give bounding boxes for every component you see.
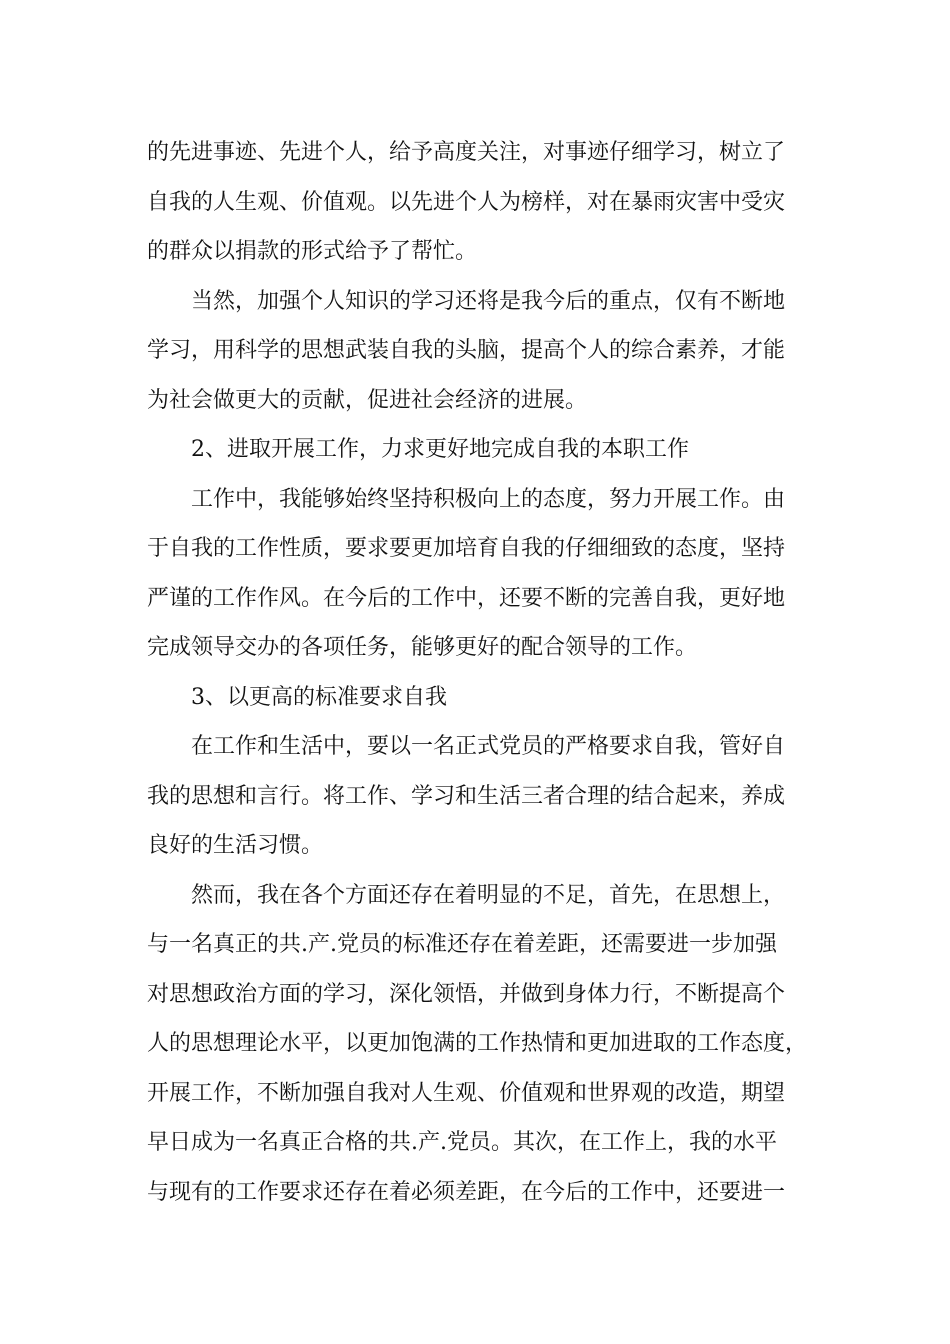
text-line: 的先进事迹、先进个人，给予高度关注，对事迹仔细学习，树立了 (147, 140, 786, 165)
section-heading-3: 3、以更高的标准要求自我 (191, 684, 447, 710)
paragraph-first-line: 当然，加强个人知识的学习还将是我今后的重点，仅有不断地 (191, 288, 786, 314)
paragraph-first-line: 在工作和生活中，要以一名正式党员的严格要求自我，管好自 (191, 734, 786, 759)
paragraph-first-line: 工作中，我能够始终坚持积极向上的态度，努力开展工作。由 (191, 486, 786, 512)
text-line: 良好的生活习惯。 (147, 833, 324, 858)
text-line: 于自我的工作性质，要求要更加培育自我的仔细细致的态度，坚持 (147, 536, 786, 561)
text-line: 与现有的工作要求还存在着必须差距，在今后的工作中，还要进一 (147, 1179, 786, 1205)
text-line: 人的思想理论水平，以更加饱满的工作热情和更加进取的工作态度， (147, 1031, 808, 1056)
text-line: 严谨的工作作风。在今后的工作中，还要不断的完善自我，更好地 (147, 585, 786, 611)
text-line: 为社会做更大的贡献，促进社会经济的进展。 (147, 387, 588, 413)
text-line: 与一名真正的共.产.党员的标准还存在着差距，还需要进一步加强 (147, 932, 777, 957)
section-heading-2: 2、进取开展工作，力求更好地完成自我的本职工作 (191, 437, 689, 462)
text-line: 的群众以捐款的形式给予了帮忙。 (147, 239, 478, 264)
text-line: 对思想政治方面的学习，深化领悟，并做到身体力行，不断提高个 (147, 981, 786, 1007)
text-line: 完成领导交办的各项任务，能够更好的配合领导的工作。 (147, 635, 698, 660)
text-line: 学习，用科学的思想武装自我的头脑，提高个人的综合素养，才能 (147, 338, 786, 363)
text-line: 我的思想和言行。将工作、学习和生活三者合理的结合起来，养成 (147, 783, 786, 809)
text-line: 开展工作，不断加强自我对人生观、价值观和世界观的改造，期望 (147, 1080, 786, 1106)
text-line: 自我的人生观、价值观。以先进个人为榜样，对在暴雨灾害中受灾 (147, 189, 786, 215)
text-line: 早日成为一名真正合格的共.产.党员。其次，在工作上，我的水平 (147, 1130, 777, 1155)
paragraph-first-line: 然而，我在各个方面还存在着明显的不足，首先，在思想上， (191, 882, 786, 908)
document-body (147, 128, 827, 1217)
